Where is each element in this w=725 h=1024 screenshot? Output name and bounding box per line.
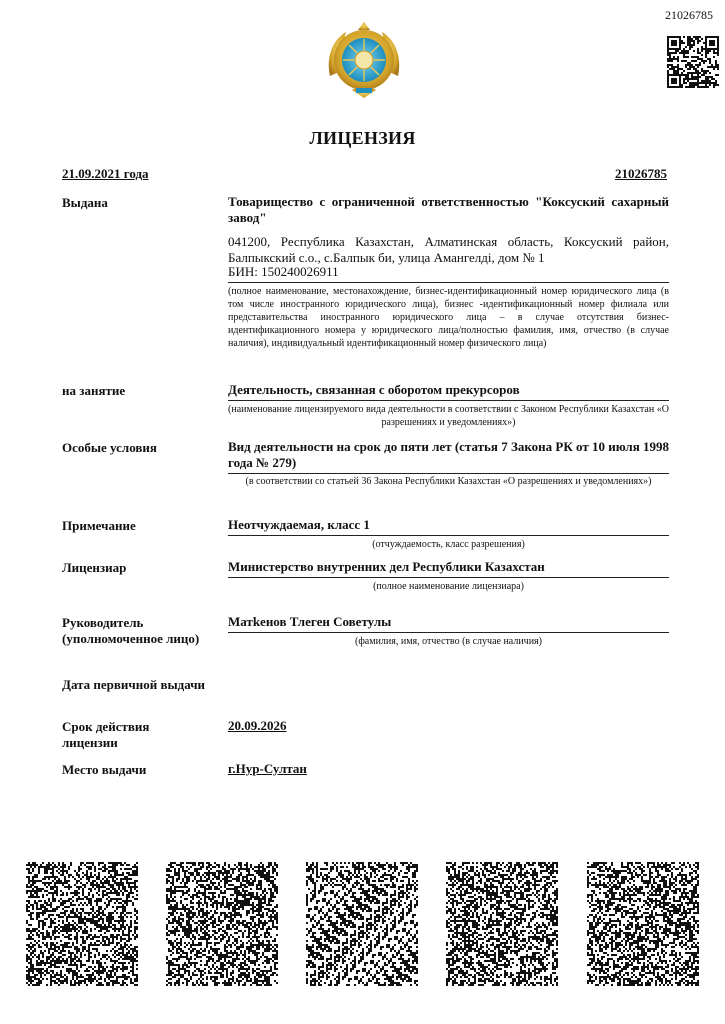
remark-value: Неотчуждаемая, класс 1 bbox=[228, 517, 669, 536]
qr-code-icon bbox=[446, 862, 558, 986]
head-label: Руководитель bbox=[62, 615, 144, 630]
qr-code-icon bbox=[667, 36, 719, 88]
place-label: Место выдачи bbox=[62, 762, 147, 777]
remark-label: Примечание bbox=[62, 518, 136, 533]
head-value: Матkенов Тлеген Советулы bbox=[228, 614, 669, 633]
activity-note: (наименование лицензируемого вида деятельности в соответствии с Законом Республики Казахстан «О разрешениях и уведомлениях») bbox=[228, 404, 669, 428]
place-value: г.Нур-Султан bbox=[228, 761, 307, 776]
validity-value: 20.09.2026 bbox=[228, 718, 287, 733]
validity-label: Срок действия bbox=[62, 719, 150, 734]
qr-code-icon bbox=[306, 862, 418, 986]
document-title: ЛИЦЕНЗИЯ bbox=[309, 128, 416, 148]
activity-label: на занятие bbox=[62, 383, 126, 398]
qr-code-icon bbox=[166, 862, 278, 986]
licensor-note: (полное наименование лицензиара) bbox=[373, 581, 524, 592]
head-label-authorized: (уполномоченное лицо) bbox=[62, 631, 200, 646]
special-conditions-note: (в соответствии со статьей 36 Закона Республики Казахстан «О разрешениях и уведомлениях») bbox=[245, 476, 652, 487]
issued-to-note: (полное наименование, местонахождение, бизнес-идентификационный номер юридического лица (в том числе иностранного юридического лица), бизнес -идентификационный номер филиала или представительства иностранного юридического лица – в случае отсутствия бизнес-идентификационного номера у юридического лица/полностью фамилия, имя, отчество (в случае наличия), индивидуальный идентификационный номер физического лица) bbox=[228, 286, 669, 349]
qr-code-icon bbox=[587, 862, 699, 986]
licensee-name: Товарищество с ограниченной ответственностью "Коксуский сахарный завод" bbox=[228, 194, 669, 225]
remark-note: (отчуждаемость, класс разрешения) bbox=[372, 539, 525, 550]
licensee-bin: БИН: 150240026911 bbox=[228, 264, 669, 283]
licensor-label: Лицензиар bbox=[62, 560, 127, 575]
registration-number: 21026785 bbox=[615, 166, 667, 181]
issue-date: 21.09.2021 года bbox=[62, 166, 149, 181]
licensee-address: 041200, Республика Казахстан, Алматинская область, Коксуский район, Балпыкский с.о., с.Балпык би, улица Амангелді, дом № 1 bbox=[228, 234, 669, 265]
special-conditions-label: Особые условия bbox=[62, 440, 157, 455]
issued-to-label: Выдана bbox=[62, 195, 108, 210]
special-conditions-value: Вид деятельности на срок до пяти лет (статья 7 Закона РК от 10 июля 1998 года № 279) bbox=[228, 439, 669, 474]
first-issue-label: Дата первичной выдачи bbox=[62, 677, 206, 692]
validity-label-line2: лицензии bbox=[62, 735, 118, 750]
licensor-value: Министерство внутренних дел Республики Казахстан bbox=[228, 559, 669, 578]
state-emblem-icon bbox=[322, 18, 406, 102]
qr-code-icon bbox=[26, 862, 138, 986]
activity-value: Деятельность, связанная с оборотом прекурсоров bbox=[228, 382, 669, 401]
document-number: 21026785 bbox=[665, 8, 713, 22]
head-note: (фамилия, имя, отчество (в случае наличия) bbox=[355, 636, 542, 647]
